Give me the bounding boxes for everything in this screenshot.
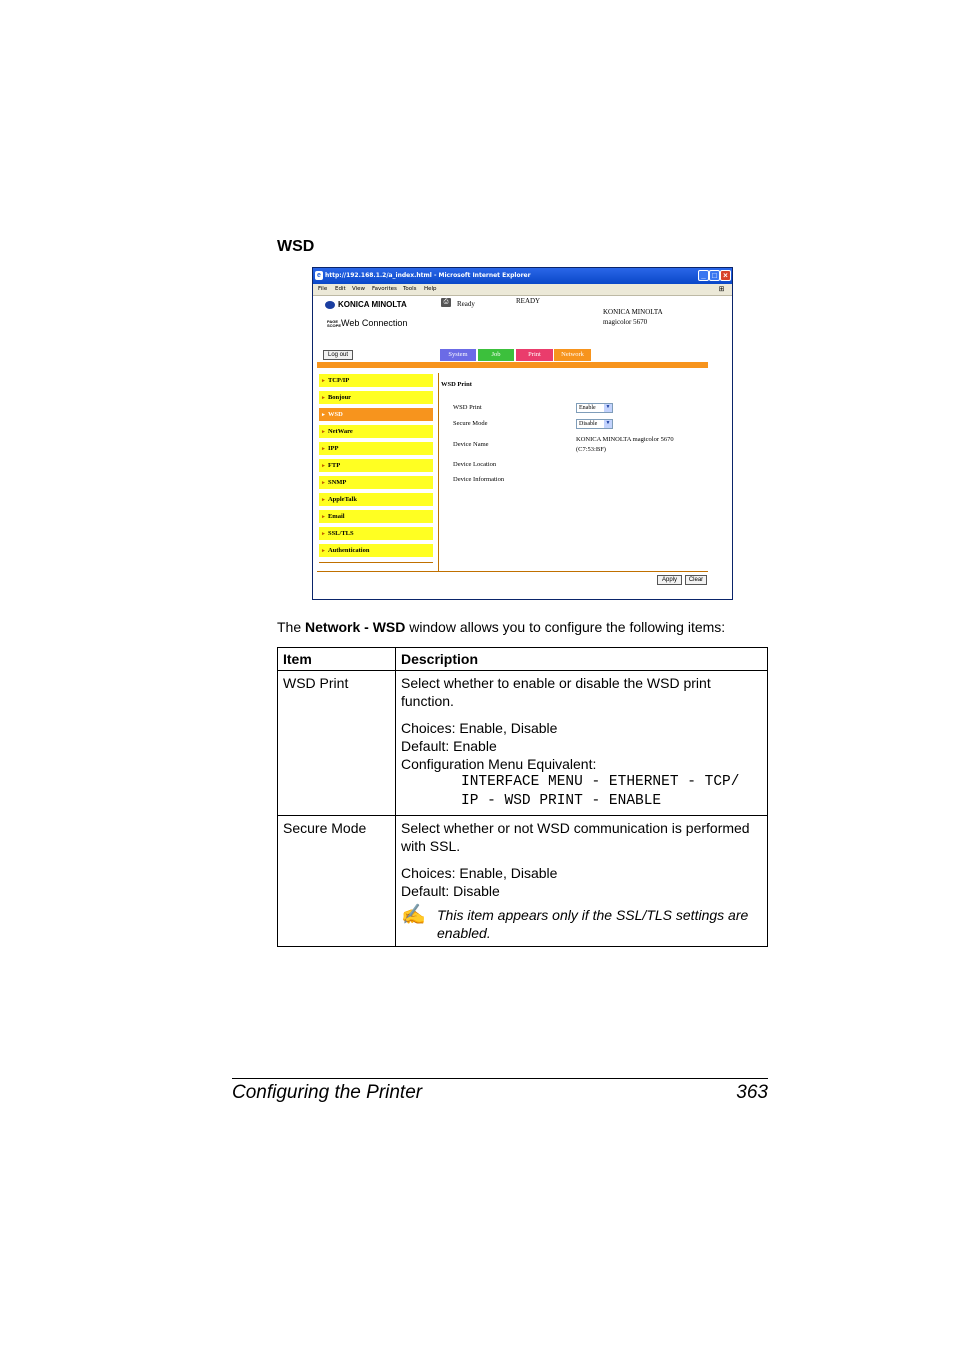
minimize-icon[interactable]: _ bbox=[698, 270, 709, 281]
choices-text: Choices: Enable, Disable bbox=[401, 865, 558, 881]
status-ready: Ready bbox=[457, 300, 475, 308]
sidebar-item-snmp[interactable]: ► SNMP bbox=[319, 476, 433, 489]
globe-icon bbox=[325, 301, 335, 309]
menu-path-line1: INTERFACE MENU - ETHERNET - TCP/ bbox=[461, 774, 740, 790]
description-text: Select whether to enable or disable the WSD print function. bbox=[401, 675, 711, 709]
row-description bbox=[396, 816, 768, 947]
close-icon[interactable]: × bbox=[720, 270, 731, 281]
arrow-right-icon: ► bbox=[321, 379, 326, 384]
note-text: This item appears only if the SSL/TLS settings are enabled. bbox=[437, 907, 749, 941]
sidebar-item-ftp[interactable]: ► FTP bbox=[319, 459, 433, 472]
maximize-icon[interactable]: □ bbox=[709, 270, 720, 281]
web-connection-label: Web Connection bbox=[341, 318, 408, 328]
arrow-right-icon: ► bbox=[321, 413, 326, 418]
menu-view[interactable]: View bbox=[352, 286, 366, 292]
tab-network[interactable]: Network bbox=[554, 349, 591, 361]
menu-tools[interactable]: Tools bbox=[403, 286, 417, 292]
secure-mode-select[interactable]: Disable ▼ bbox=[576, 419, 613, 429]
device-name-label: Device Name bbox=[453, 441, 489, 448]
table-header-row bbox=[278, 648, 768, 671]
row-description bbox=[396, 671, 768, 816]
header-item: Item bbox=[278, 648, 396, 671]
note bbox=[401, 906, 762, 942]
model-brand: KONICA MINOLTA bbox=[603, 308, 663, 316]
sidebar-item-appletalk[interactable]: ► AppleTalk bbox=[319, 493, 433, 506]
browser-menubar bbox=[313, 284, 732, 296]
content-divider bbox=[438, 373, 439, 571]
arrow-right-icon: ► bbox=[321, 464, 326, 469]
browser-window bbox=[312, 267, 733, 600]
apply-button[interactable]: Apply bbox=[657, 575, 682, 585]
description-text: Select whether or not WSD communication is performed with SSL. bbox=[401, 820, 750, 854]
menu-file[interactable]: File bbox=[318, 286, 328, 292]
device-name-value: KONICA MINOLTA magicolor 5670 bbox=[576, 436, 674, 443]
printer-icon: ⎙ bbox=[441, 298, 451, 307]
intro-paragraph: The Network - WSD window allows you to configure the following items: bbox=[277, 619, 726, 635]
menu-favorites[interactable]: Favorites bbox=[372, 286, 397, 292]
page-number: 363 bbox=[736, 1082, 768, 1103]
arrow-right-icon: ► bbox=[321, 447, 326, 452]
device-name-id: (C7:53:BF) bbox=[576, 446, 606, 453]
choices-text: Choices: Enable, Disable bbox=[401, 720, 558, 736]
logout-button[interactable]: Log out bbox=[323, 350, 353, 360]
default-text: Default: Enable bbox=[401, 738, 497, 754]
sidebar-divider bbox=[319, 562, 433, 563]
intro-bold: Network - WSD bbox=[305, 619, 406, 635]
sidebar-item-email[interactable]: ► Email bbox=[319, 510, 433, 523]
arrow-right-icon: ► bbox=[321, 498, 326, 503]
windows-logo-icon: ⊞ bbox=[718, 286, 725, 293]
model-name: magicolor 5670 bbox=[603, 318, 648, 326]
menu-path-line2: IP - WSD PRINT - ENABLE bbox=[461, 793, 662, 809]
sidebar-item-wsd[interactable]: ► WSD bbox=[319, 408, 433, 421]
konica-minolta-logo: KONICA MINOLTA bbox=[325, 300, 407, 309]
chevron-down-icon: ▼ bbox=[605, 421, 611, 426]
footer-divider bbox=[317, 571, 708, 572]
footer-rule bbox=[232, 1078, 768, 1079]
tab-system[interactable]: System bbox=[440, 349, 476, 361]
header-description: Description bbox=[396, 648, 768, 671]
items-table bbox=[277, 647, 768, 947]
note-pencil-icon: ✍ bbox=[401, 904, 426, 926]
arrow-right-icon: ► bbox=[321, 515, 326, 520]
device-information-label: Device Information bbox=[453, 476, 505, 483]
row-item: WSD Print bbox=[278, 671, 396, 816]
menu-equivalent-text: Configuration Menu Equivalent: bbox=[401, 756, 597, 772]
section-title: WSD bbox=[277, 238, 315, 255]
arrow-right-icon: ► bbox=[321, 532, 326, 537]
footer-title: Configuring the Printer bbox=[232, 1082, 423, 1103]
ie-icon: e bbox=[315, 271, 323, 280]
menu-edit[interactable]: Edit bbox=[335, 286, 346, 292]
arrow-right-icon: ► bbox=[321, 481, 326, 486]
arrow-right-icon: ► bbox=[321, 430, 326, 435]
wsd-print-select[interactable]: Enable ▼ bbox=[576, 403, 613, 413]
content-heading: WSD Print bbox=[441, 381, 472, 388]
table-row bbox=[278, 816, 768, 947]
sidebar-item-ssltls[interactable]: ► SSL/TLS bbox=[319, 527, 433, 540]
sidebar-item-authentication[interactable]: ► Authentication bbox=[319, 544, 433, 557]
menu-help[interactable]: Help bbox=[424, 286, 437, 292]
row-item: Secure Mode bbox=[278, 816, 396, 947]
clear-button[interactable]: Clear bbox=[685, 575, 707, 585]
status-display: READY bbox=[516, 297, 541, 305]
table-row bbox=[278, 671, 768, 816]
arrow-right-icon: ► bbox=[321, 549, 326, 554]
wsd-print-label: WSD Print bbox=[453, 404, 482, 411]
browser-titlebar bbox=[313, 268, 732, 284]
tab-print[interactable]: Print bbox=[516, 349, 553, 361]
header-bar bbox=[317, 362, 708, 368]
device-location-label: Device Location bbox=[453, 461, 497, 468]
secure-mode-label: Secure Mode bbox=[453, 420, 488, 427]
arrow-right-icon: ► bbox=[321, 396, 326, 401]
tab-job[interactable]: Job bbox=[478, 349, 514, 361]
sidebar-item-bonjour[interactable]: ► Bonjour bbox=[319, 391, 433, 404]
sidebar-item-netware[interactable]: ► NetWare bbox=[319, 425, 433, 438]
sidebar-item-tcpip[interactable]: ► TCP/IP bbox=[319, 374, 433, 387]
chevron-down-icon: ▼ bbox=[605, 405, 611, 410]
sidebar-item-ipp[interactable]: ► IPP bbox=[319, 442, 433, 455]
web-page bbox=[313, 296, 732, 600]
default-text: Default: Disable bbox=[401, 883, 500, 899]
browser-title: http://192.168.1.2/a_index.html - Microsoft Internet Explorer bbox=[325, 272, 531, 279]
pagescope-label: PAGE SCOPE bbox=[327, 318, 342, 328]
web-connection-logo bbox=[327, 318, 407, 328]
